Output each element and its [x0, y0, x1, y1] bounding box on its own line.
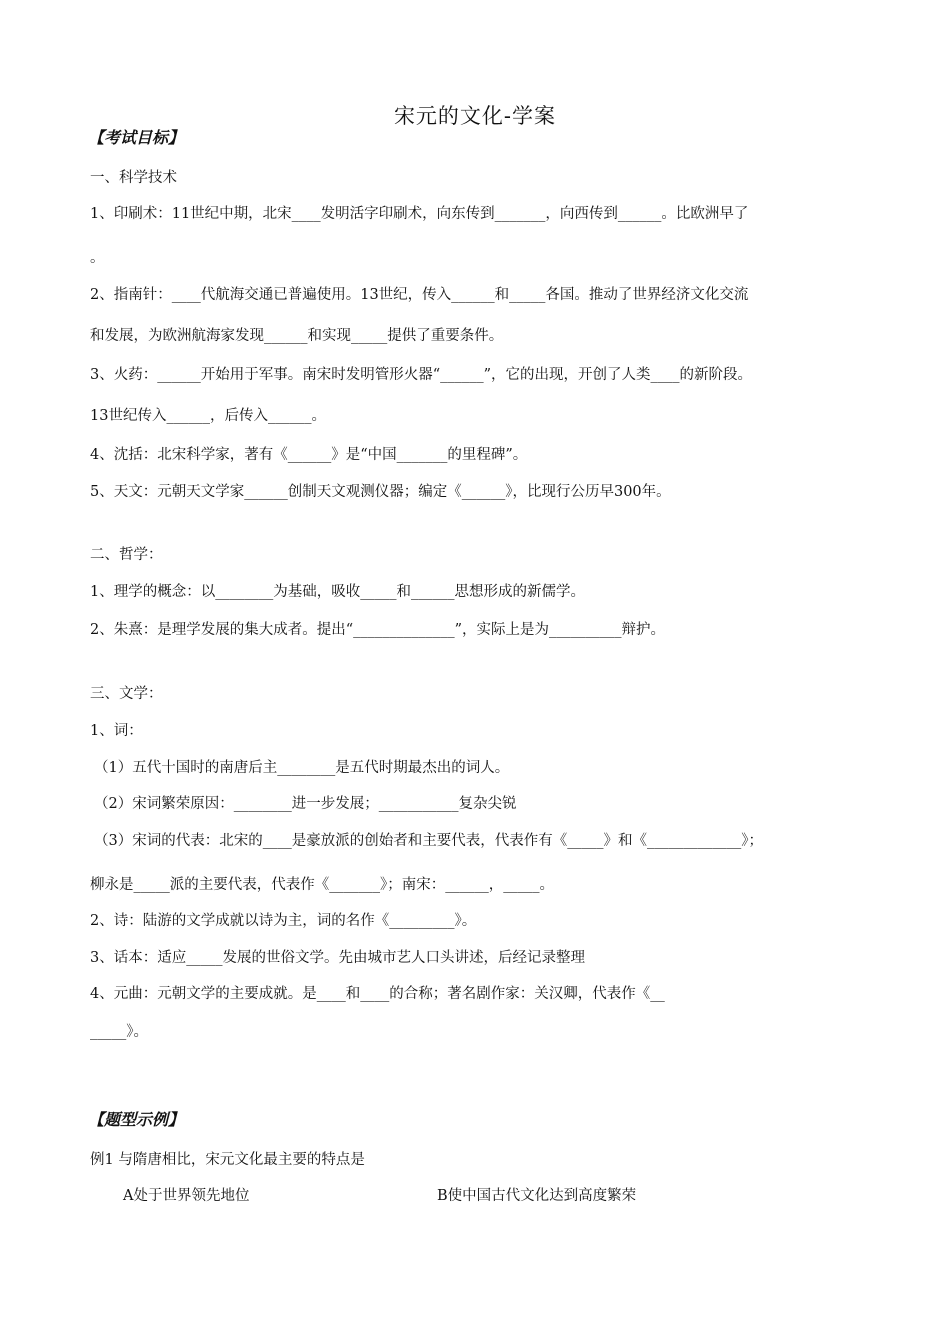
item-gunpowder: 3、火药：______开始用于军事。南宋时发明管形火器“______”，它的出现，开创了人类____的新阶段。 [90, 367, 753, 383]
example-1-option-b: B使中国古代文化达到高度繁荣 [437, 1188, 637, 1204]
example-1-option-a: A处于世界领先地位 [123, 1188, 250, 1204]
example-1-question: 例1 与隋唐相比，宋元文化最主要的特点是 [90, 1152, 365, 1168]
item-zhuxi: 2、朱熹：是理学发展的集大成者。提出“______________”，实际上是为__________辩护。 [90, 622, 666, 638]
item-poetry: 2、诗：陆游的文学成就以诗为主，词的名作《_________》。 [90, 913, 477, 929]
item-shenkuo: 4、沈括：北宋科学家，著有《______》是“中国_______的里程碑”。 [90, 447, 528, 463]
item-printing: 1、印刷术：11世纪中期，北宋____发明活字印刷术，向东传到_______，向西传到______。比欧洲早了 [90, 206, 749, 222]
section-heading-science: 一、科学技术 [90, 170, 177, 186]
page-title: 宋元的文化-学案 [393, 104, 557, 128]
item-ci-1: （1）五代十国时的南唐后主________是五代时期最杰出的词人。 [94, 760, 510, 776]
exam-goal-heading: 【考试目标】 [88, 128, 185, 147]
item-yuanqu-cont: _____》。 [90, 1024, 148, 1040]
item-neo-confucianism: 1、理学的概念：以________为基础，吸收_____和______思想形成的新儒学。 [90, 584, 585, 600]
item-gunpowder-cont: 13世纪传入______，后传入______。 [90, 408, 326, 424]
item-yuanqu: 4、元曲：元朝文学的主要成就。是____和____的合称；著名剧作家：关汉卿，代表作《__ [90, 986, 665, 1002]
item-ci-3-cont: 柳永是_____派的主要代表，代表作《_______》；南宋：______，_____。 [90, 877, 554, 893]
section-heading-philosophy: 二、哲学： [90, 547, 163, 563]
item-ci-3: （3）宋词的代表：北宋的____是豪放派的创始者和主要代表，代表作有《_____》和《_____________》； [94, 833, 763, 849]
item-ci: 1、词： [90, 723, 143, 739]
item-ci-2: （2）宋词繁荣原因：________进一步发展；___________复杂尖锐 [94, 796, 517, 812]
item-compass-cont: 和发展，为欧洲航海家发现______和实现_____提供了重要条件。 [90, 328, 504, 344]
item-astronomy: 5、天文：元朝天文学家______创制天文观测仪器；编定《______》，比现行公历早300年。 [90, 484, 671, 500]
examples-heading: 【题型示例】 [88, 1110, 185, 1129]
section-heading-literature: 三、文学： [90, 686, 163, 702]
item-printing-cont: 。 [90, 250, 105, 266]
item-compass: 2、指南针：____代航海交通已普遍使用。13世纪，传入______和_____各国。推动了世界经济文化交流 [90, 287, 749, 303]
item-huaben: 3、话本：适应_____发展的世俗文学。先由城市艺人口头讲述，后经记录整理 [90, 950, 585, 966]
